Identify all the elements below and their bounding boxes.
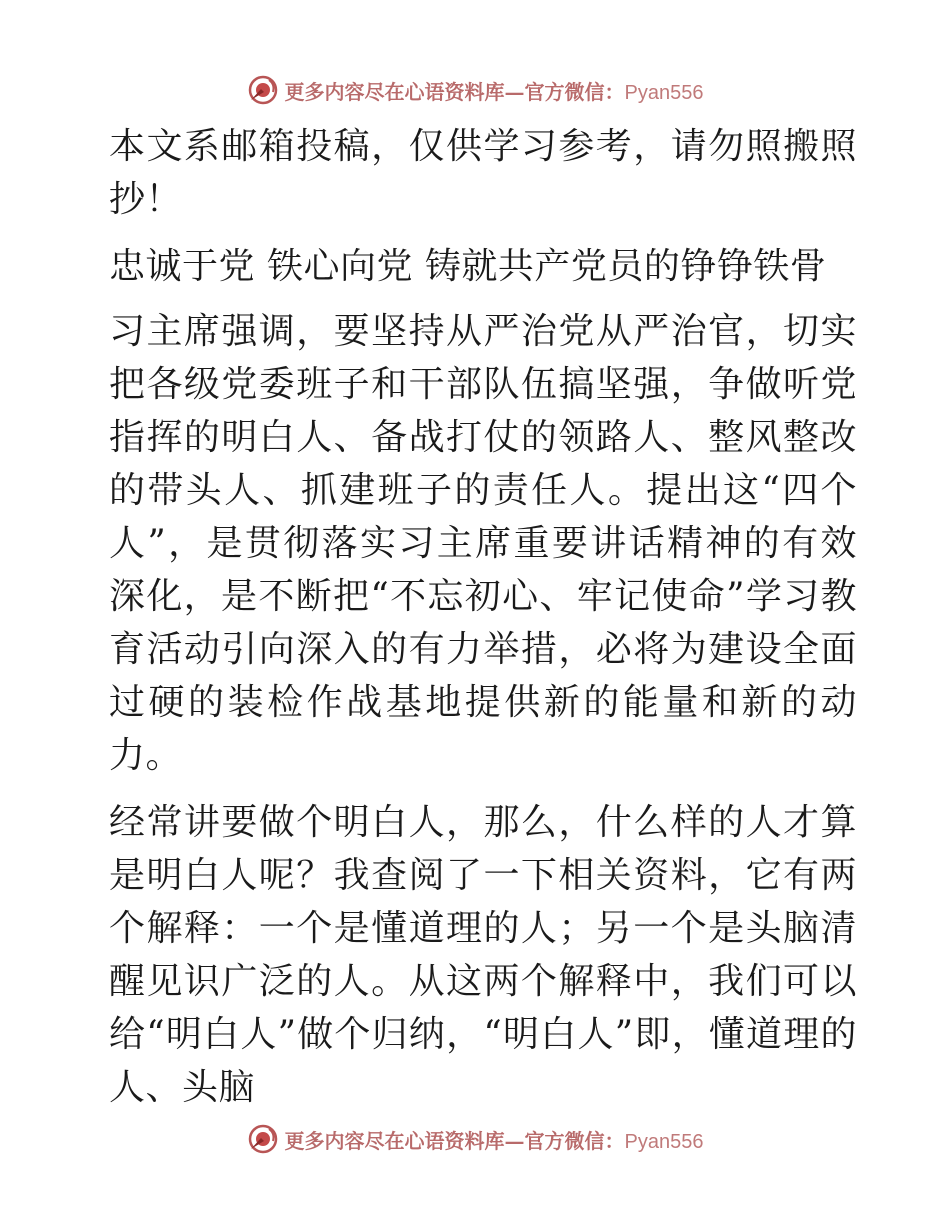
body-paragraph-1: 习主席强调，要坚持从严治党从严治官，切实把各级党委班子和干部队伍搞坚强，争做听党指挥的明白人、备战打仗的领路人、整风整改的带头人、抓建班子的责任人。提出这“四个人”，是贯彻落实习主席重要讲话精神的有效深化，是不断把“不忘初心、牢记使命”学习教育活动引向深入的有力举措，必将为建设全面过硬的装检作战基地提供新的能量和新的动力。	[109, 311, 857, 776]
notice-text: 本文系邮箱投稿，仅供学习参考，请勿照搬照抄！	[109, 126, 857, 220]
header-watermark-text: 更多内容尽在心语资料库—官方微信：Pyan556	[284, 79, 704, 104]
brand-logo-icon	[247, 74, 279, 106]
body-paragraph-2: 经常讲要做个明白人，那么，什么样的人才算是明白人呢？我查阅了一下相关资料，它有两个解释：一个是懂道理的人；另一个是头脑清醒见识广泛的人。从这两个解释中，我们可以给“明白人”做个归纳，“明白人”即，懂道理的人、头脑	[109, 802, 857, 1108]
document-body	[97, 120, 857, 1128]
header-watermark-banner	[0, 68, 950, 112]
brand-logo-icon	[247, 1123, 279, 1155]
wechat-account: Pyan556	[624, 1130, 704, 1153]
footer-watermark-banner	[0, 1117, 950, 1161]
footer-watermark-text: 更多内容尽在心语资料库—官方微信：Pyan556	[284, 1128, 704, 1153]
document-title: 忠诚于党 铁心向党 铸就共产党员的铮铮铁骨	[109, 246, 827, 287]
wechat-account: Pyan556	[624, 81, 704, 104]
